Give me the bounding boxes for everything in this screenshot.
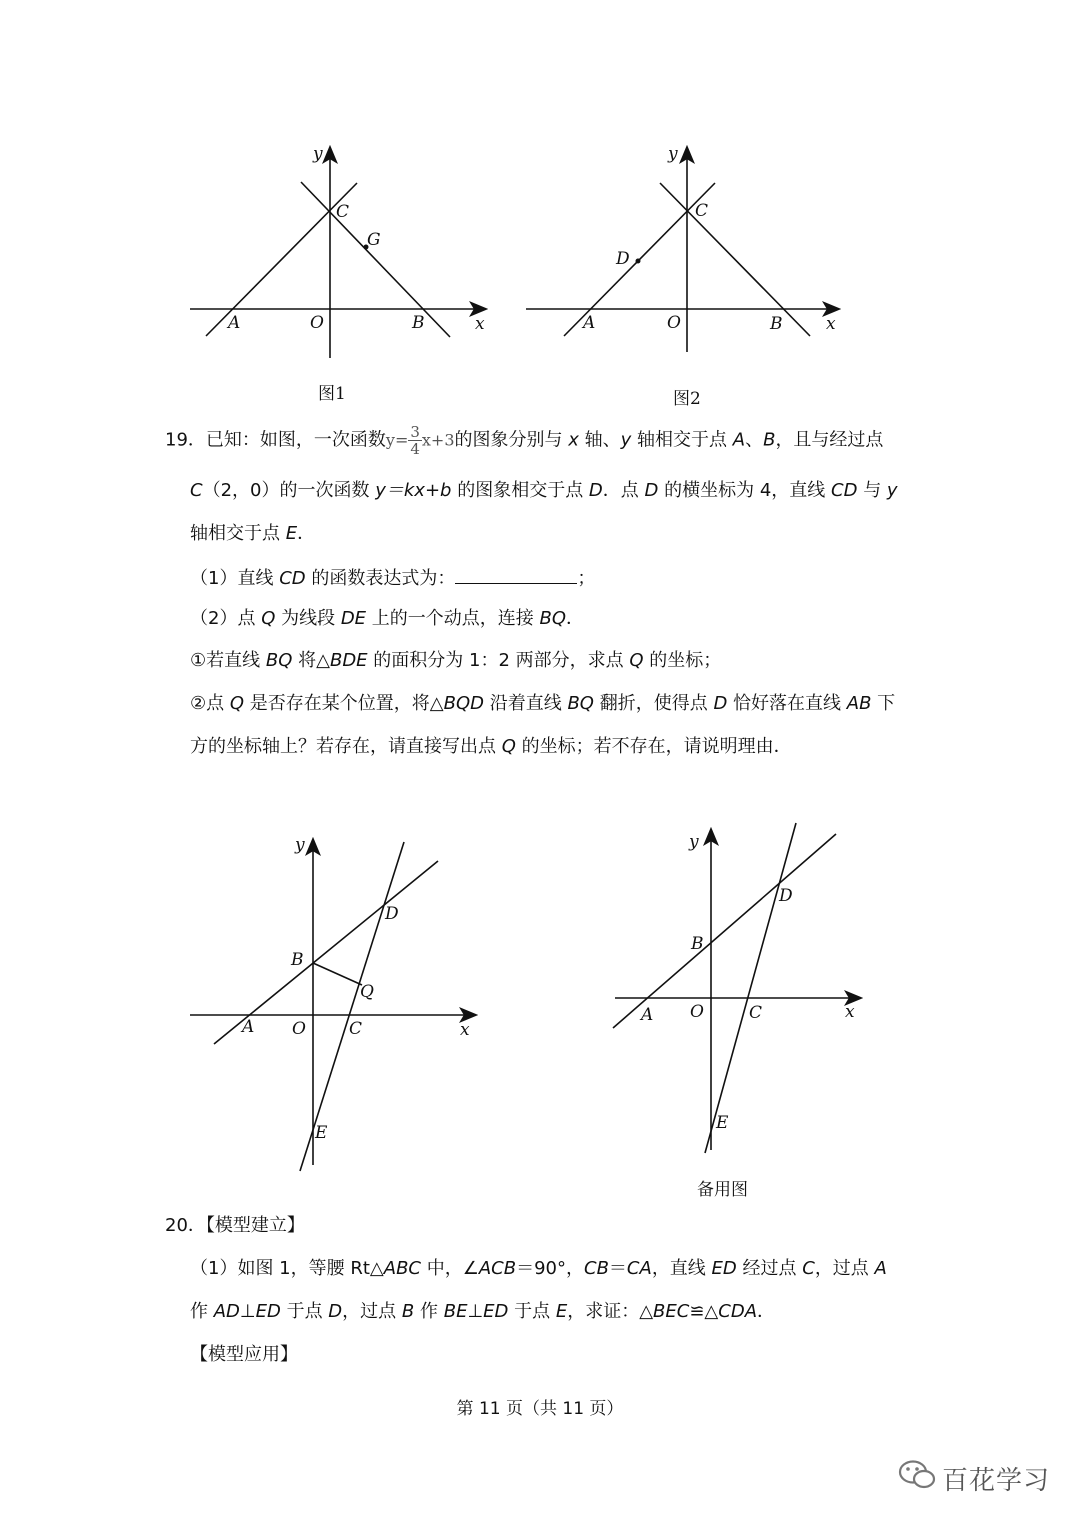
label-g: G bbox=[367, 230, 381, 250]
figure-4-caption: 备用图 bbox=[697, 1180, 748, 1200]
figure-2-caption: 图2 bbox=[673, 389, 701, 409]
q20-line-2: 作 AD⊥ED 于点 D，过点 B 作 BE⊥ED 于点 E，求证：△BEC≌△CDA． bbox=[190, 1301, 776, 1322]
q19-line-1: 19．已知：如图，一次函数y= $\frac{3}{4}$ x+3的图象分别与 x 轴、y 轴相交于点 A、B，且与经过点 bbox=[165, 423, 884, 458]
figure-1 bbox=[180, 140, 510, 410]
point-d bbox=[636, 259, 641, 264]
figure-2-graph bbox=[516, 140, 856, 370]
label-y: y bbox=[295, 835, 305, 855]
label-a: A bbox=[641, 1005, 654, 1025]
answer-blank[interactable] bbox=[455, 565, 577, 584]
label-o: O bbox=[310, 313, 324, 333]
q19-sub-2-cont: 方的坐标轴上？若存在，请直接写出点 Q 的坐标；若不存在，请说明理由． bbox=[190, 736, 792, 757]
label-b: B bbox=[691, 934, 704, 954]
label-y: y bbox=[313, 144, 323, 164]
figure-1-graph bbox=[180, 140, 510, 370]
figure-3-graph bbox=[185, 830, 485, 1180]
label-b: B bbox=[770, 314, 783, 334]
label-x: x bbox=[826, 314, 836, 334]
label-o: O bbox=[667, 313, 681, 333]
label-d: D bbox=[385, 904, 399, 924]
label-o: O bbox=[292, 1019, 306, 1039]
label-x: x bbox=[845, 1002, 855, 1022]
label-a: A bbox=[242, 1017, 255, 1037]
line-cb bbox=[660, 183, 810, 336]
line-cd bbox=[705, 823, 796, 1153]
q19-part-1: （1）直线 CD 的函数表达式为： ； bbox=[190, 565, 595, 591]
wechat-icon bbox=[898, 1457, 938, 1493]
label-o: O bbox=[690, 1002, 704, 1022]
label-e: E bbox=[315, 1123, 328, 1143]
label-b: B bbox=[291, 950, 304, 970]
figure-2 bbox=[516, 140, 856, 410]
q20-line-1: （1）如图 1，等腰 Rt△ABC 中，∠ACB＝90°，CB＝CA，直线 ED 经过点 C，过点 A bbox=[190, 1258, 887, 1279]
q19-sub-2: ②点 Q 是否存在某个位置，将△BQD 沿着直线 BQ 翻折，使得点 D 恰好落在直线 AB 下 bbox=[190, 693, 896, 714]
figure-4-graph bbox=[605, 815, 875, 1155]
figure-3 bbox=[185, 830, 485, 1180]
label-a: A bbox=[583, 313, 596, 333]
fraction-3-4: $\frac{3}{4}$ bbox=[410, 423, 420, 458]
q20-title: 20．【模型建立】 bbox=[165, 1215, 305, 1236]
figure-4 bbox=[605, 815, 875, 1205]
label-c: C bbox=[749, 1003, 763, 1023]
label-y: y bbox=[668, 144, 678, 164]
q20-apply: 【模型应用】 bbox=[190, 1344, 298, 1365]
watermark bbox=[898, 1455, 1058, 1495]
q19-line-2: C（2，0）的一次函数 y＝kx+b 的图象相交于点 D．点 D 的横坐标为 4，直线 CD 与 y bbox=[190, 480, 898, 501]
label-d: D bbox=[616, 249, 630, 269]
line-ab bbox=[613, 834, 836, 1028]
label-q: Q bbox=[360, 982, 374, 1002]
label-a: A bbox=[228, 313, 241, 333]
label-e: E bbox=[716, 1113, 729, 1133]
line-cd bbox=[300, 842, 404, 1171]
watermark-text: 百花学习 bbox=[942, 1466, 1051, 1496]
q19-part-2: （2）点 Q 为线段 DE 上的一个动点，连接 BQ． bbox=[190, 608, 585, 629]
label-c: C bbox=[349, 1019, 363, 1039]
label-x: x bbox=[460, 1020, 470, 1040]
page-footer: 第 11 页（共 11 页） bbox=[456, 1399, 624, 1419]
label-x: x bbox=[475, 314, 485, 334]
figure-1-caption: 图1 bbox=[318, 384, 346, 404]
label-d: D bbox=[779, 886, 793, 906]
q19-sub-1: ①若直线 BQ 将△BDE 的面积分为 1：2 两部分，求点 Q 的坐标； bbox=[190, 650, 722, 671]
q19-line-3: 轴相交于点 E． bbox=[190, 523, 316, 544]
label-c: C bbox=[695, 201, 709, 221]
label-y: y bbox=[689, 832, 699, 852]
label-b: B bbox=[412, 313, 425, 333]
segment-bq bbox=[313, 963, 362, 985]
label-c: C bbox=[336, 202, 350, 222]
